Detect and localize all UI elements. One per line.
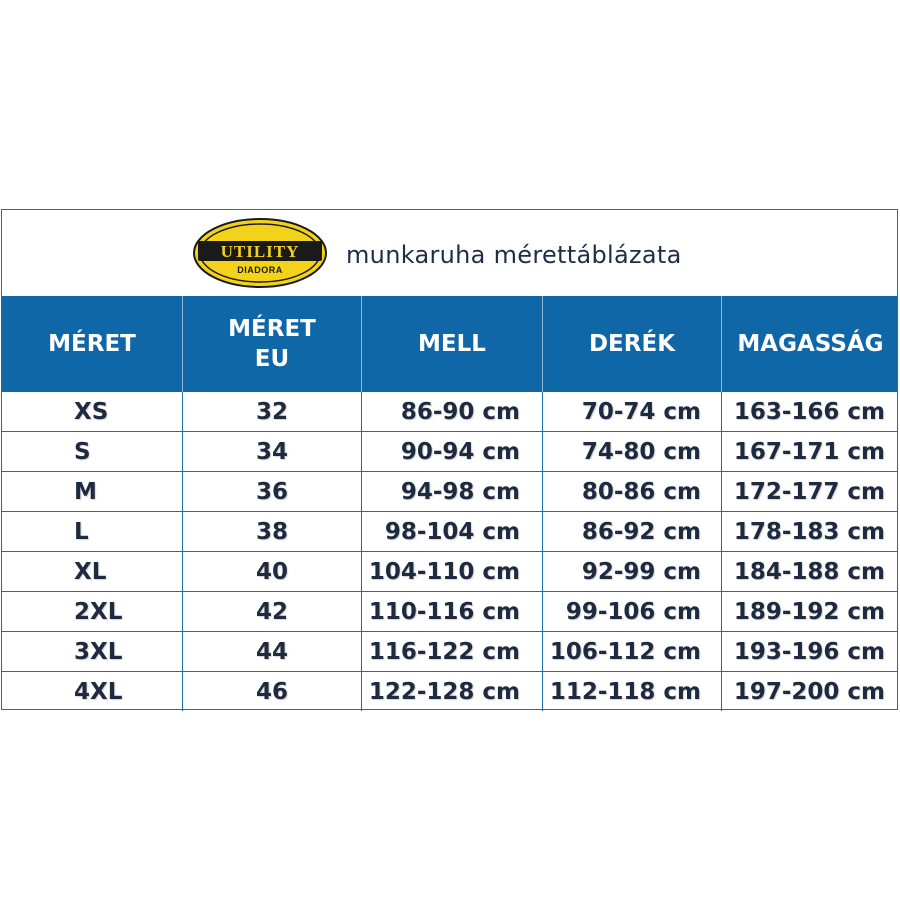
table-row <box>2 551 897 591</box>
cell-height: 189-192 cm <box>733 598 885 625</box>
cell-waist: 112-118 cm <box>543 672 722 711</box>
cell-eu: 42 <box>183 592 362 631</box>
header-size-eu <box>183 296 362 392</box>
cell-height: 178-183 cm <box>733 518 885 545</box>
header-waist: DERÉK <box>543 296 722 392</box>
cell-chest: 104-110 cm <box>362 552 543 591</box>
cell-eu: 36 <box>183 472 362 511</box>
cell-eu: 44 <box>183 632 362 671</box>
cell-waist: 74-80 cm <box>543 432 722 471</box>
cell-height: 193-196 cm <box>733 638 885 665</box>
cell-size: M <box>2 472 183 511</box>
table-row <box>2 591 897 631</box>
cell-waist: 80-86 cm <box>543 472 722 511</box>
cell-chest: 86-90 cm <box>362 392 543 431</box>
header-height: MAGASSÁG <box>737 331 884 357</box>
cell-waist: 70-74 cm <box>543 392 722 431</box>
cell-size: 4XL <box>2 672 183 711</box>
table-row <box>2 471 897 511</box>
cell-chest: 94-98 cm <box>362 472 543 511</box>
table-row <box>2 431 897 471</box>
table-header <box>2 296 897 392</box>
header-size-eu-line2: EU <box>254 346 290 372</box>
cell-chest: 98-104 cm <box>362 512 543 551</box>
table-row <box>2 511 897 551</box>
header-size-eu-line1: MÉRET <box>228 316 316 342</box>
cell-size: XS <box>2 392 183 431</box>
cell-height: 197-200 cm <box>733 678 885 705</box>
cell-waist: 86-92 cm <box>543 512 722 551</box>
logo-main-text: UTILITY <box>220 242 300 261</box>
cell-size: L <box>2 512 183 551</box>
table-row <box>2 392 897 432</box>
cell-waist: 99-106 cm <box>543 592 722 631</box>
cell-height: 167-171 cm <box>733 438 885 465</box>
cell-waist: 92-99 cm <box>543 552 722 591</box>
cell-size: XL <box>2 552 183 591</box>
cell-size: 3XL <box>2 632 183 671</box>
utility-diadora-logo <box>192 218 328 288</box>
cell-eu: 38 <box>183 512 362 551</box>
table-row <box>2 631 897 671</box>
cell-waist: 106-112 cm <box>543 632 722 671</box>
header-chest: MELL <box>362 296 543 392</box>
header-size: MÉRET <box>2 296 183 392</box>
logo-sub-text: DIADORA <box>237 265 283 275</box>
cell-height: 163-166 cm <box>733 398 885 425</box>
cell-height: 184-188 cm <box>733 558 885 585</box>
chart-subtitle: munkaruha mérettáblázata <box>346 241 682 269</box>
cell-chest: 110-116 cm <box>362 592 543 631</box>
cell-chest: 122-128 cm <box>362 672 543 711</box>
cell-eu: 32 <box>183 392 362 431</box>
cell-eu: 34 <box>183 432 362 471</box>
cell-height: 172-177 cm <box>733 478 885 505</box>
cell-eu: 40 <box>183 552 362 591</box>
cell-chest: 90-94 cm <box>362 432 543 471</box>
cell-eu: 46 <box>183 672 362 711</box>
title-bar <box>2 210 897 296</box>
cell-size: 2XL <box>2 592 183 631</box>
table-row <box>2 671 897 711</box>
cell-chest: 116-122 cm <box>362 632 543 671</box>
size-chart <box>1 209 898 710</box>
cell-size: S <box>2 432 183 471</box>
